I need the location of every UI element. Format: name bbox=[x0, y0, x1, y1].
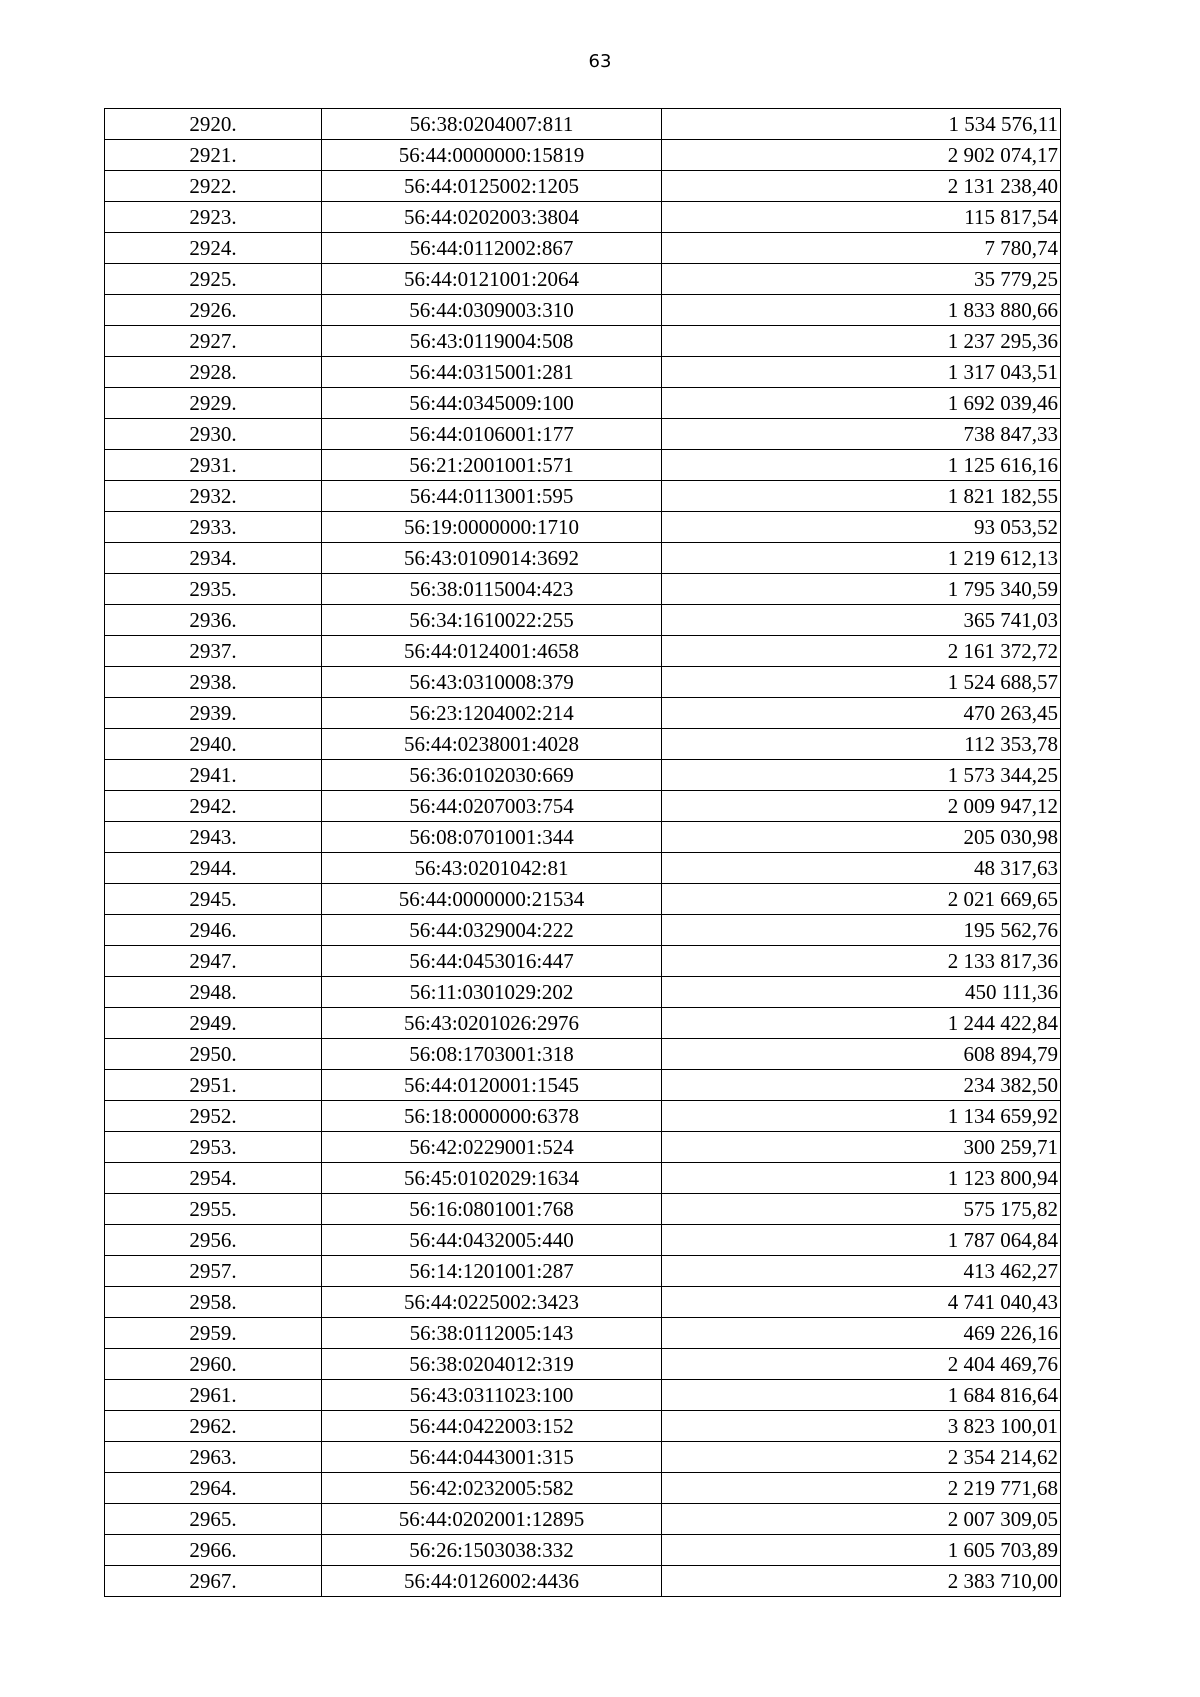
cadastral-number-cell: 56:44:0329004:222 bbox=[322, 915, 662, 946]
value-cell: 1 134 659,92 bbox=[662, 1101, 1061, 1132]
row-number-cell: 2967. bbox=[105, 1566, 322, 1597]
row-number-cell: 2966. bbox=[105, 1535, 322, 1566]
row-number-cell: 2921. bbox=[105, 140, 322, 171]
value-cell: 2 133 817,36 bbox=[662, 946, 1061, 977]
page-number: 63 bbox=[588, 51, 612, 72]
registry-table-body bbox=[105, 109, 1061, 1597]
table-row bbox=[105, 295, 1061, 326]
cadastral-number-cell: 56:44:0453016:447 bbox=[322, 946, 662, 977]
cadastral-number-cell: 56:44:0121001:2064 bbox=[322, 264, 662, 295]
table-row bbox=[105, 1566, 1061, 1597]
table-row bbox=[105, 1411, 1061, 1442]
row-number-cell: 2964. bbox=[105, 1473, 322, 1504]
table-row bbox=[105, 1194, 1061, 1225]
row-number-cell: 2948. bbox=[105, 977, 322, 1008]
value-cell: 1 684 816,64 bbox=[662, 1380, 1061, 1411]
table-row bbox=[105, 1225, 1061, 1256]
value-cell: 234 382,50 bbox=[662, 1070, 1061, 1101]
cadastral-number-cell: 56:44:0225002:3423 bbox=[322, 1287, 662, 1318]
row-number-cell: 2923. bbox=[105, 202, 322, 233]
cadastral-number-cell: 56:14:1201001:287 bbox=[322, 1256, 662, 1287]
row-number-cell: 2928. bbox=[105, 357, 322, 388]
value-cell: 738 847,33 bbox=[662, 419, 1061, 450]
row-number-cell: 2932. bbox=[105, 481, 322, 512]
row-number-cell: 2930. bbox=[105, 419, 322, 450]
row-number-cell: 2935. bbox=[105, 574, 322, 605]
row-number-cell: 2931. bbox=[105, 450, 322, 481]
value-cell: 1 692 039,46 bbox=[662, 388, 1061, 419]
row-number-cell: 2957. bbox=[105, 1256, 322, 1287]
cadastral-number-cell: 56:44:0202001:12895 bbox=[322, 1504, 662, 1535]
row-number-cell: 2920. bbox=[105, 109, 322, 140]
row-number-cell: 2944. bbox=[105, 853, 322, 884]
table-row bbox=[105, 1349, 1061, 1380]
value-cell: 2 021 669,65 bbox=[662, 884, 1061, 915]
cadastral-number-cell: 56:26:1503038:332 bbox=[322, 1535, 662, 1566]
table-row bbox=[105, 326, 1061, 357]
table-row bbox=[105, 543, 1061, 574]
value-cell: 2 161 372,72 bbox=[662, 636, 1061, 667]
table-row bbox=[105, 109, 1061, 140]
row-number-cell: 2942. bbox=[105, 791, 322, 822]
value-cell: 1 524 688,57 bbox=[662, 667, 1061, 698]
cadastral-number-cell: 56:44:0000000:21534 bbox=[322, 884, 662, 915]
table-row bbox=[105, 171, 1061, 202]
value-cell: 469 226,16 bbox=[662, 1318, 1061, 1349]
table-row bbox=[105, 977, 1061, 1008]
cadastral-number-cell: 56:44:0124001:4658 bbox=[322, 636, 662, 667]
table-row bbox=[105, 450, 1061, 481]
cadastral-number-cell: 56:42:0229001:524 bbox=[322, 1132, 662, 1163]
cadastral-number-cell: 56:44:0202003:3804 bbox=[322, 202, 662, 233]
row-number-cell: 2938. bbox=[105, 667, 322, 698]
value-cell: 1 237 295,36 bbox=[662, 326, 1061, 357]
row-number-cell: 2955. bbox=[105, 1194, 322, 1225]
table-row bbox=[105, 605, 1061, 636]
cadastral-number-cell: 56:45:0102029:1634 bbox=[322, 1163, 662, 1194]
value-cell: 2 902 074,17 bbox=[662, 140, 1061, 171]
row-number-cell: 2960. bbox=[105, 1349, 322, 1380]
value-cell: 93 053,52 bbox=[662, 512, 1061, 543]
cadastral-number-cell: 56:08:0701001:344 bbox=[322, 822, 662, 853]
row-number-cell: 2927. bbox=[105, 326, 322, 357]
row-number-cell: 2933. bbox=[105, 512, 322, 543]
value-cell: 2 219 771,68 bbox=[662, 1473, 1061, 1504]
table-row bbox=[105, 574, 1061, 605]
table-row bbox=[105, 1101, 1061, 1132]
row-number-cell: 2941. bbox=[105, 760, 322, 791]
cadastral-number-cell: 56:38:0204012:319 bbox=[322, 1349, 662, 1380]
cadastral-number-cell: 56:34:1610022:255 bbox=[322, 605, 662, 636]
cadastral-number-cell: 56:08:1703001:318 bbox=[322, 1039, 662, 1070]
row-number-cell: 2940. bbox=[105, 729, 322, 760]
row-number-cell: 2945. bbox=[105, 884, 322, 915]
row-number-cell: 2922. bbox=[105, 171, 322, 202]
cadastral-number-cell: 56:23:1204002:214 bbox=[322, 698, 662, 729]
row-number-cell: 2963. bbox=[105, 1442, 322, 1473]
cadastral-number-cell: 56:43:0201042:81 bbox=[322, 853, 662, 884]
value-cell: 2 009 947,12 bbox=[662, 791, 1061, 822]
value-cell: 470 263,45 bbox=[662, 698, 1061, 729]
value-cell: 300 259,71 bbox=[662, 1132, 1061, 1163]
value-cell: 1 317 043,51 bbox=[662, 357, 1061, 388]
value-cell: 1 534 576,11 bbox=[662, 109, 1061, 140]
row-number-cell: 2961. bbox=[105, 1380, 322, 1411]
value-cell: 1 125 616,16 bbox=[662, 450, 1061, 481]
table-row bbox=[105, 822, 1061, 853]
cadastral-number-cell: 56:44:0125002:1205 bbox=[322, 171, 662, 202]
row-number-cell: 2958. bbox=[105, 1287, 322, 1318]
row-number-cell: 2951. bbox=[105, 1070, 322, 1101]
cadastral-number-cell: 56:43:0119004:508 bbox=[322, 326, 662, 357]
table-row bbox=[105, 140, 1061, 171]
row-number-cell: 2925. bbox=[105, 264, 322, 295]
row-number-cell: 2950. bbox=[105, 1039, 322, 1070]
cadastral-number-cell: 56:43:0311023:100 bbox=[322, 1380, 662, 1411]
row-number-cell: 2954. bbox=[105, 1163, 322, 1194]
table-row bbox=[105, 1380, 1061, 1411]
cadastral-number-cell: 56:44:0113001:595 bbox=[322, 481, 662, 512]
row-number-cell: 2965. bbox=[105, 1504, 322, 1535]
row-number-cell: 2939. bbox=[105, 698, 322, 729]
row-number-cell: 2943. bbox=[105, 822, 322, 853]
row-number-cell: 2962. bbox=[105, 1411, 322, 1442]
cadastral-number-cell: 56:44:0309003:310 bbox=[322, 295, 662, 326]
cadastral-number-cell: 56:42:0232005:582 bbox=[322, 1473, 662, 1504]
value-cell: 195 562,76 bbox=[662, 915, 1061, 946]
table-row bbox=[105, 760, 1061, 791]
cadastral-number-cell: 56:44:0422003:152 bbox=[322, 1411, 662, 1442]
cadastral-number-cell: 56:38:0115004:423 bbox=[322, 574, 662, 605]
cadastral-number-cell: 56:44:0120001:1545 bbox=[322, 1070, 662, 1101]
table-row bbox=[105, 233, 1061, 264]
value-cell: 608 894,79 bbox=[662, 1039, 1061, 1070]
cadastral-number-cell: 56:18:0000000:6378 bbox=[322, 1101, 662, 1132]
row-number-cell: 2934. bbox=[105, 543, 322, 574]
cadastral-number-cell: 56:44:0207003:754 bbox=[322, 791, 662, 822]
cadastral-number-cell: 56:43:0201026:2976 bbox=[322, 1008, 662, 1039]
cadastral-number-cell: 56:44:0315001:281 bbox=[322, 357, 662, 388]
table-row bbox=[105, 1256, 1061, 1287]
value-cell: 112 353,78 bbox=[662, 729, 1061, 760]
value-cell: 1 244 422,84 bbox=[662, 1008, 1061, 1039]
table-row bbox=[105, 202, 1061, 233]
table-row bbox=[105, 419, 1061, 450]
cadastral-number-cell: 56:44:0432005:440 bbox=[322, 1225, 662, 1256]
table-row bbox=[105, 729, 1061, 760]
registry-table bbox=[104, 108, 1061, 1597]
cadastral-number-cell: 56:44:0112002:867 bbox=[322, 233, 662, 264]
row-number-cell: 2949. bbox=[105, 1008, 322, 1039]
value-cell: 1 821 182,55 bbox=[662, 481, 1061, 512]
table-row bbox=[105, 791, 1061, 822]
table-row bbox=[105, 946, 1061, 977]
value-cell: 205 030,98 bbox=[662, 822, 1061, 853]
value-cell: 1 219 612,13 bbox=[662, 543, 1061, 574]
cadastral-number-cell: 56:16:0801001:768 bbox=[322, 1194, 662, 1225]
value-cell: 1 795 340,59 bbox=[662, 574, 1061, 605]
table-row bbox=[105, 1008, 1061, 1039]
cadastral-number-cell: 56:44:0000000:15819 bbox=[322, 140, 662, 171]
cadastral-number-cell: 56:44:0126002:4436 bbox=[322, 1566, 662, 1597]
value-cell: 1 123 800,94 bbox=[662, 1163, 1061, 1194]
value-cell: 115 817,54 bbox=[662, 202, 1061, 233]
table-row bbox=[105, 388, 1061, 419]
table-row bbox=[105, 264, 1061, 295]
row-number-cell: 2946. bbox=[105, 915, 322, 946]
value-cell: 48 317,63 bbox=[662, 853, 1061, 884]
cadastral-number-cell: 56:36:0102030:669 bbox=[322, 760, 662, 791]
table-row bbox=[105, 1504, 1061, 1535]
row-number-cell: 2924. bbox=[105, 233, 322, 264]
value-cell: 1 573 344,25 bbox=[662, 760, 1061, 791]
value-cell: 365 741,03 bbox=[662, 605, 1061, 636]
value-cell: 2 007 309,05 bbox=[662, 1504, 1061, 1535]
table-row bbox=[105, 1473, 1061, 1504]
value-cell: 2 131 238,40 bbox=[662, 171, 1061, 202]
value-cell: 1 833 880,66 bbox=[662, 295, 1061, 326]
row-number-cell: 2952. bbox=[105, 1101, 322, 1132]
cadastral-number-cell: 56:19:0000000:1710 bbox=[322, 512, 662, 543]
value-cell: 2 354 214,62 bbox=[662, 1442, 1061, 1473]
table-row bbox=[105, 698, 1061, 729]
value-cell: 1 605 703,89 bbox=[662, 1535, 1061, 1566]
table-row bbox=[105, 1442, 1061, 1473]
table-row bbox=[105, 1039, 1061, 1070]
row-number-cell: 2936. bbox=[105, 605, 322, 636]
value-cell: 1 787 064,84 bbox=[662, 1225, 1061, 1256]
value-cell: 7 780,74 bbox=[662, 233, 1061, 264]
cadastral-number-cell: 56:43:0310008:379 bbox=[322, 667, 662, 698]
table-row bbox=[105, 853, 1061, 884]
cadastral-number-cell: 56:43:0109014:3692 bbox=[322, 543, 662, 574]
table-row bbox=[105, 884, 1061, 915]
cadastral-number-cell: 56:38:0204007:811 bbox=[322, 109, 662, 140]
table-row bbox=[105, 1535, 1061, 1566]
table-row bbox=[105, 1287, 1061, 1318]
value-cell: 2 383 710,00 bbox=[662, 1566, 1061, 1597]
table-row bbox=[105, 636, 1061, 667]
table-row bbox=[105, 667, 1061, 698]
table-row bbox=[105, 915, 1061, 946]
row-number-cell: 2947. bbox=[105, 946, 322, 977]
table-row bbox=[105, 1132, 1061, 1163]
row-number-cell: 2929. bbox=[105, 388, 322, 419]
table-row bbox=[105, 512, 1061, 543]
cadastral-number-cell: 56:11:0301029:202 bbox=[322, 977, 662, 1008]
cadastral-number-cell: 56:38:0112005:143 bbox=[322, 1318, 662, 1349]
table-row bbox=[105, 1070, 1061, 1101]
row-number-cell: 2953. bbox=[105, 1132, 322, 1163]
value-cell: 3 823 100,01 bbox=[662, 1411, 1061, 1442]
cadastral-number-cell: 56:44:0443001:315 bbox=[322, 1442, 662, 1473]
value-cell: 4 741 040,43 bbox=[662, 1287, 1061, 1318]
table-row bbox=[105, 481, 1061, 512]
value-cell: 450 111,36 bbox=[662, 977, 1061, 1008]
row-number-cell: 2937. bbox=[105, 636, 322, 667]
cadastral-number-cell: 56:21:2001001:571 bbox=[322, 450, 662, 481]
cadastral-number-cell: 56:44:0345009:100 bbox=[322, 388, 662, 419]
value-cell: 575 175,82 bbox=[662, 1194, 1061, 1225]
table-row bbox=[105, 1318, 1061, 1349]
value-cell: 35 779,25 bbox=[662, 264, 1061, 295]
row-number-cell: 2956. bbox=[105, 1225, 322, 1256]
row-number-cell: 2959. bbox=[105, 1318, 322, 1349]
table-row bbox=[105, 1163, 1061, 1194]
value-cell: 2 404 469,76 bbox=[662, 1349, 1061, 1380]
cadastral-number-cell: 56:44:0238001:4028 bbox=[322, 729, 662, 760]
value-cell: 413 462,27 bbox=[662, 1256, 1061, 1287]
row-number-cell: 2926. bbox=[105, 295, 322, 326]
cadastral-number-cell: 56:44:0106001:177 bbox=[322, 419, 662, 450]
table-row bbox=[105, 357, 1061, 388]
